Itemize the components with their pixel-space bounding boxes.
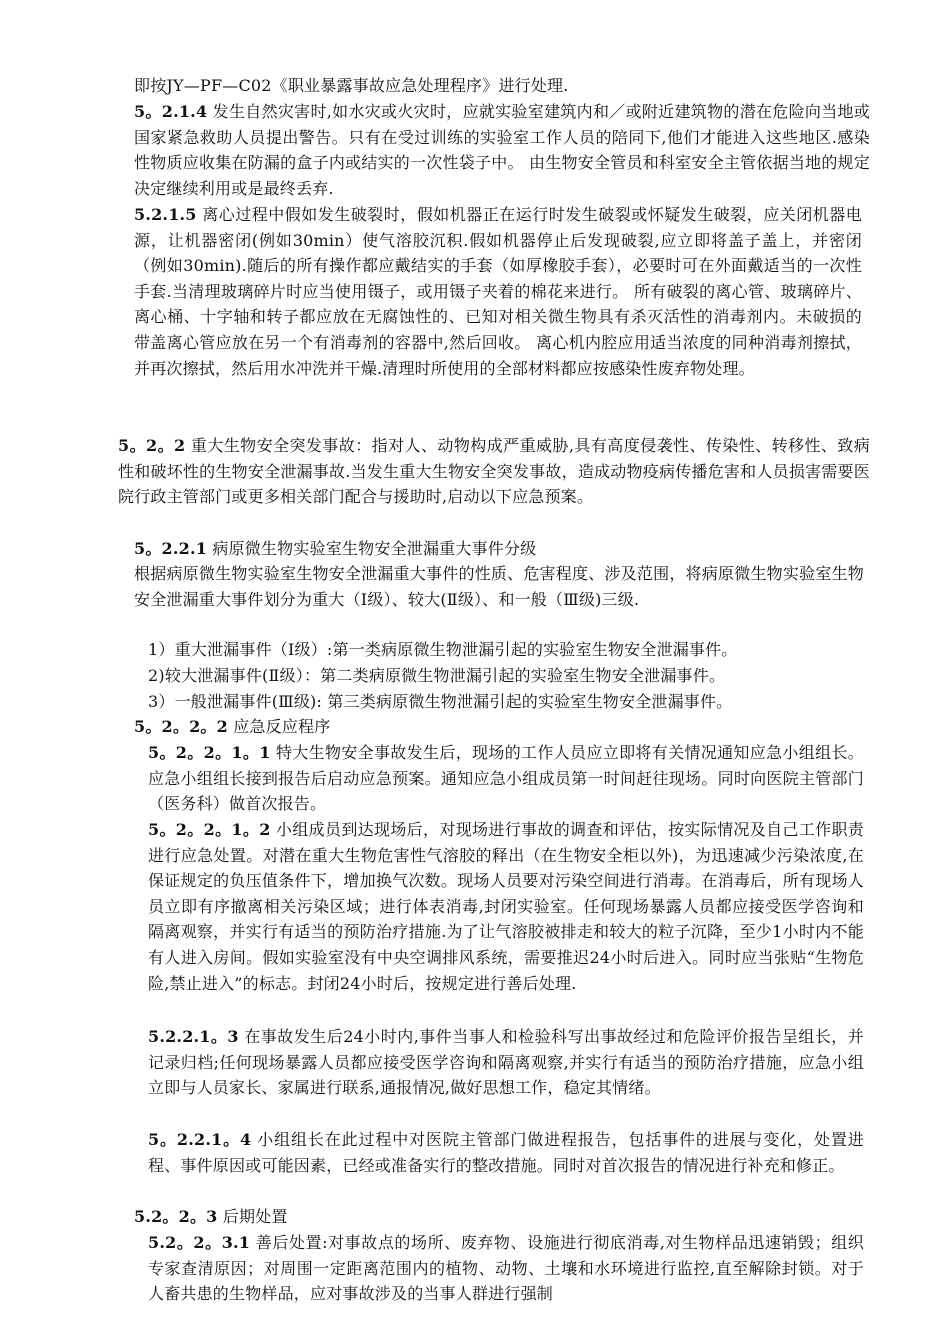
paragraph-text: 病原微生物实验室生物安全泄漏重大事件分级 [207, 539, 537, 558]
section-number: 5。2。2。2 [134, 717, 228, 736]
paragraph-5-2-2 [118, 433, 870, 510]
paragraph-text: 小组组长在此过程中对医院主管部门做进程报告，包括事件的进展与变化，处置进程、事件原因或可能因素，已经或准备实行的整改措施。同时对首次报告的情况进行补充和修正。 [148, 1130, 864, 1175]
paragraph-text: 后期处置 [217, 1207, 288, 1226]
section-number: 5。2.1.4 [134, 102, 208, 121]
paragraph-text: 2)较大泄漏事件(Ⅱ级）：第二类病原微生物泄漏引起的实验室生物安全泄漏事件。 [148, 666, 726, 685]
section-number: 5。2。2。1。2 [148, 820, 271, 839]
section-number: 5.2.2.1。3 [148, 1027, 239, 1046]
paragraph-text: 发生自然灾害时,如水灾或火灾时，应就实验室建筑内和／或附近建筑物的潜在危险向当地或国家紧急救助人员提出警告。只有在受过训练的实验室工作人员的陪同下,他们才能进入这些地区.感染性物质应收集在防漏的盒子内或结实的一次性袋子中。 由生物安全管员和科室安全主管依据当地的规定决定继续利用或是最终丢弃. [134, 102, 870, 198]
list-item-level-2 [148, 663, 864, 689]
paragraph-text: 1）重大泄漏事件（Ⅰ级）:第一类病原微生物泄漏引起的实验室生物安全泄漏事件。 [148, 640, 738, 659]
paragraph-text: 3）一般泄漏事件(Ⅲ级): 第三类病原微生物泄漏引起的实验室生物安全泄漏事件。 [148, 692, 733, 711]
paragraph-text: 重大生物安全突发事故：指对人、动物构成严重威胁,具有高度侵袭性、传染性、转移性、致病性和破坏性的生物安全泄漏事故.当发生重大生物安全突发事故，造成动物疫病传播危害和人员损害需要医院行政主管部门或更多相关部门配合与援助时,启动以下应急预案。 [118, 436, 870, 507]
section-number: 5.2.1.5 [134, 205, 197, 224]
paragraph-text: 小组成员到达现场后，对现场进行事故的调查和评估，按实际情况及自己工作职责进行应急处置。对潜在重大生物危害性气溶胶的释出（在生物安全柜以外)，为迅速减少污染浓度,在保证规定的负压值条件下，增加换气次数。现场人员要对污染空间进行消毒。在消毒后，所有现场人员立即有序撤离相关污染区域；进行体表消毒,封闭实验室。任何现场暴露人员都应接受医学咨询和隔离观察，并实行有适当的预防治疗措施.为了让气溶胶被排走和较大的粒子沉降，至少1小时内不能有人进入房间。假如实验室没有中央空调排风系统，需要推迟24小时后进入。同时应当张贴“生物危险,禁止进入”的标志。封闭24小时后，按规定进行善后处理. [148, 820, 864, 993]
paragraph-5-2-2-1 [134, 536, 864, 562]
section-number: 5.2。2。3 [134, 1207, 218, 1226]
section-number: 5。2。2。1。1 [148, 743, 271, 762]
paragraph-text: 善后处置:对事故点的场所、废弃物、设施进行彻底消毒,对生物样品迅速销毁；组织专家查清原因；对周围一定距离范围内的植物、动物、土壤和水环境进行监控,直至解除封锁。对于人畜共患的生物样品，应对事故涉及的当事人群进行强制 [148, 1233, 864, 1304]
section-number: 5。2。2 [118, 436, 186, 455]
paragraph-text: 根据病原微生物实验室生物安全泄漏重大事件的性质、危害程度、涉及范围，将病原微生物实验室生物安全泄漏重大事件划分为重大（Ⅰ级）、较大(Ⅱ级）、和一般（Ⅲ级)三级. [134, 564, 864, 609]
paragraph-5-2-2-3-1 [148, 1230, 864, 1307]
paragraph-text: 特大生物安全事故发生后，现场的工作人员应立即将有关情况通知应急小组组长。应急小组组长接到报告后启动应急预案。通知应急小组成员第一时间赶往现场。同时向医院主管部门（医务科）做首次报告。 [148, 743, 864, 814]
section-number: 5。2.2.1 [134, 539, 208, 558]
list-item-level-1 [148, 637, 864, 663]
list-item-level-3 [148, 689, 864, 715]
paragraph-text: 离心过程中假如发生破裂时，假如机器正在运行时发生破裂或怀疑发生破裂，应关闭机器电源，让机器密闭(例如30min）使气溶胶沉积.假如机器停止后发现破裂,应立即将盖子盖上，并密闭（例如30min).随后的所有操作都应戴结实的手套（如厚橡胶手套），必要时可在外面戴适当的一次性手套.当清理玻璃碎片时应当使用镊子，或用镊子夹着的棉花来进行。 所有破裂的离心管、玻璃碎片、离心桶、十字轴和转子都应放在无腐蚀性的、已知对相关微生物具有杀灭活性的消毒剂内。未破损的带盖离心管应放在另一个有消毒剂的容器中,然后回收。 离心机内腔应用适当浓度的同种消毒剂擦拭，并再次擦拭，然后用水冲洗并干燥.清理时所使用的全部材料都应按感染性废弃物处理。 [134, 205, 862, 378]
paragraph-text: 应急反应程序 [227, 717, 331, 736]
paragraph-classification [134, 561, 864, 612]
section-number: 5.2。2。3.1 [148, 1233, 251, 1252]
paragraph-5-2-1-4 [134, 99, 870, 201]
paragraph-5-2-2-1-2 [148, 817, 864, 996]
paragraph-5-2-2-1-4 [148, 1127, 864, 1178]
paragraph-5-2-2-1-3 [148, 1024, 864, 1101]
paragraph-5-2-2-1-1 [148, 740, 864, 817]
paragraph-5-2-2-2 [134, 714, 864, 740]
paragraph-5-2-1-5 [134, 202, 862, 381]
paragraph-text: 在事故发生后24小时内,事件当事人和检验科写出事故经过和危险评价报告呈组长，并记录归档;任何现场暴露人员都应接受医学咨询和隔离观察,并实行有适当的预防治疗措施，应急小组立即与人员家长、家属进行联系,通报情况,做好思想工作，稳定其情绪。 [148, 1027, 864, 1098]
section-number: 5。2.2.1。4 [148, 1130, 252, 1149]
paragraph-5-2-2-3 [134, 1204, 864, 1230]
paragraph-continuation [134, 73, 864, 99]
paragraph-text: 即按JY—PF—C02《职业暴露事故应急处理程序》进行处理. [134, 76, 569, 95]
